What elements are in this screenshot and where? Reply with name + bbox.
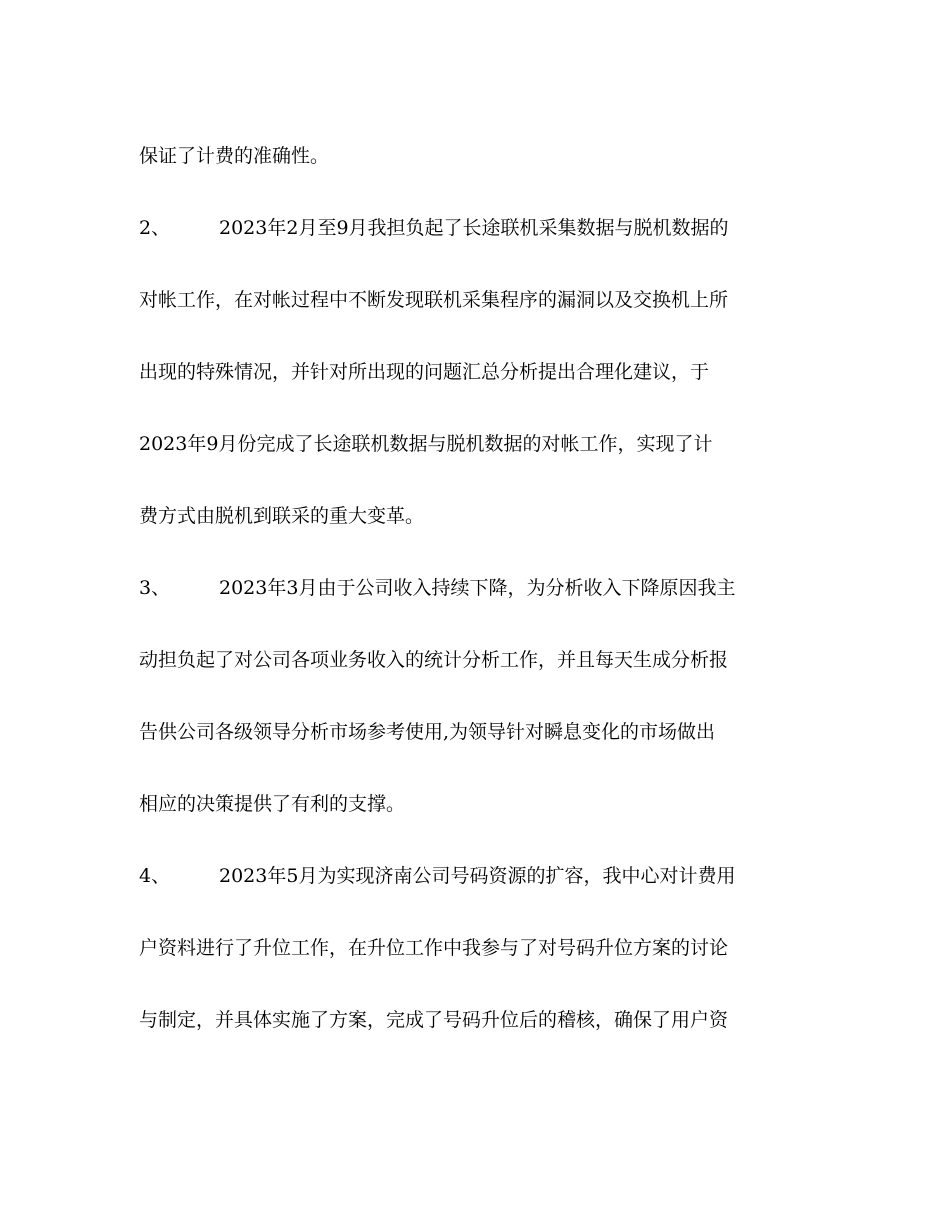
text-line: 相应的决策提供了有利的支撑。 <box>139 793 406 815</box>
item-number: 3、 <box>139 577 171 599</box>
text-line: 2023年5月为实现济南公司号码资源的扩容，我中心对计费用 <box>219 865 736 887</box>
text-line: 与制定，并具体实施了方案，完成了号码升位后的稽核，确保了用户资 <box>139 1009 729 1031</box>
list-item-4 <box>139 864 819 888</box>
text-line: 出现的特殊情况，并针对所出现的问题汇总分析提出合理化建议，于 <box>139 361 710 383</box>
text-line: 告供公司各级领导分析市场参考使用,为领导针对瞬息变化的市场做出 <box>139 721 716 743</box>
item-number: 4、 <box>139 865 171 887</box>
item-number: 2、 <box>139 217 171 239</box>
list-item-3 <box>139 576 819 600</box>
text-line: 费方式由脱机到联采的重大变革。 <box>139 505 425 527</box>
list-item-2 <box>139 216 819 240</box>
text-line: 保证了计费的准确性。 <box>139 145 330 167</box>
text-line: 2023年9月份完成了长途联机数据与脱机数据的对帐工作，实现了计 <box>139 433 713 455</box>
text-line: 对帐工作，在对帐过程中不断发现联机采集程序的漏洞以及交换机上所 <box>139 289 729 311</box>
text-line: 动担负起了对公司各项业务收入的统计分析工作，并且每天生成分析报 <box>139 649 729 671</box>
text-line: 2023年3月由于公司收入持续下降，为分析收入下降原因我主 <box>219 577 736 599</box>
text-line: 户资料进行了升位工作，在升位工作中我参与了对号码升位方案的讨论 <box>139 937 729 959</box>
text-line: 2023年2月至9月我担负起了长途联机采集数据与脱机数据的 <box>219 217 729 239</box>
